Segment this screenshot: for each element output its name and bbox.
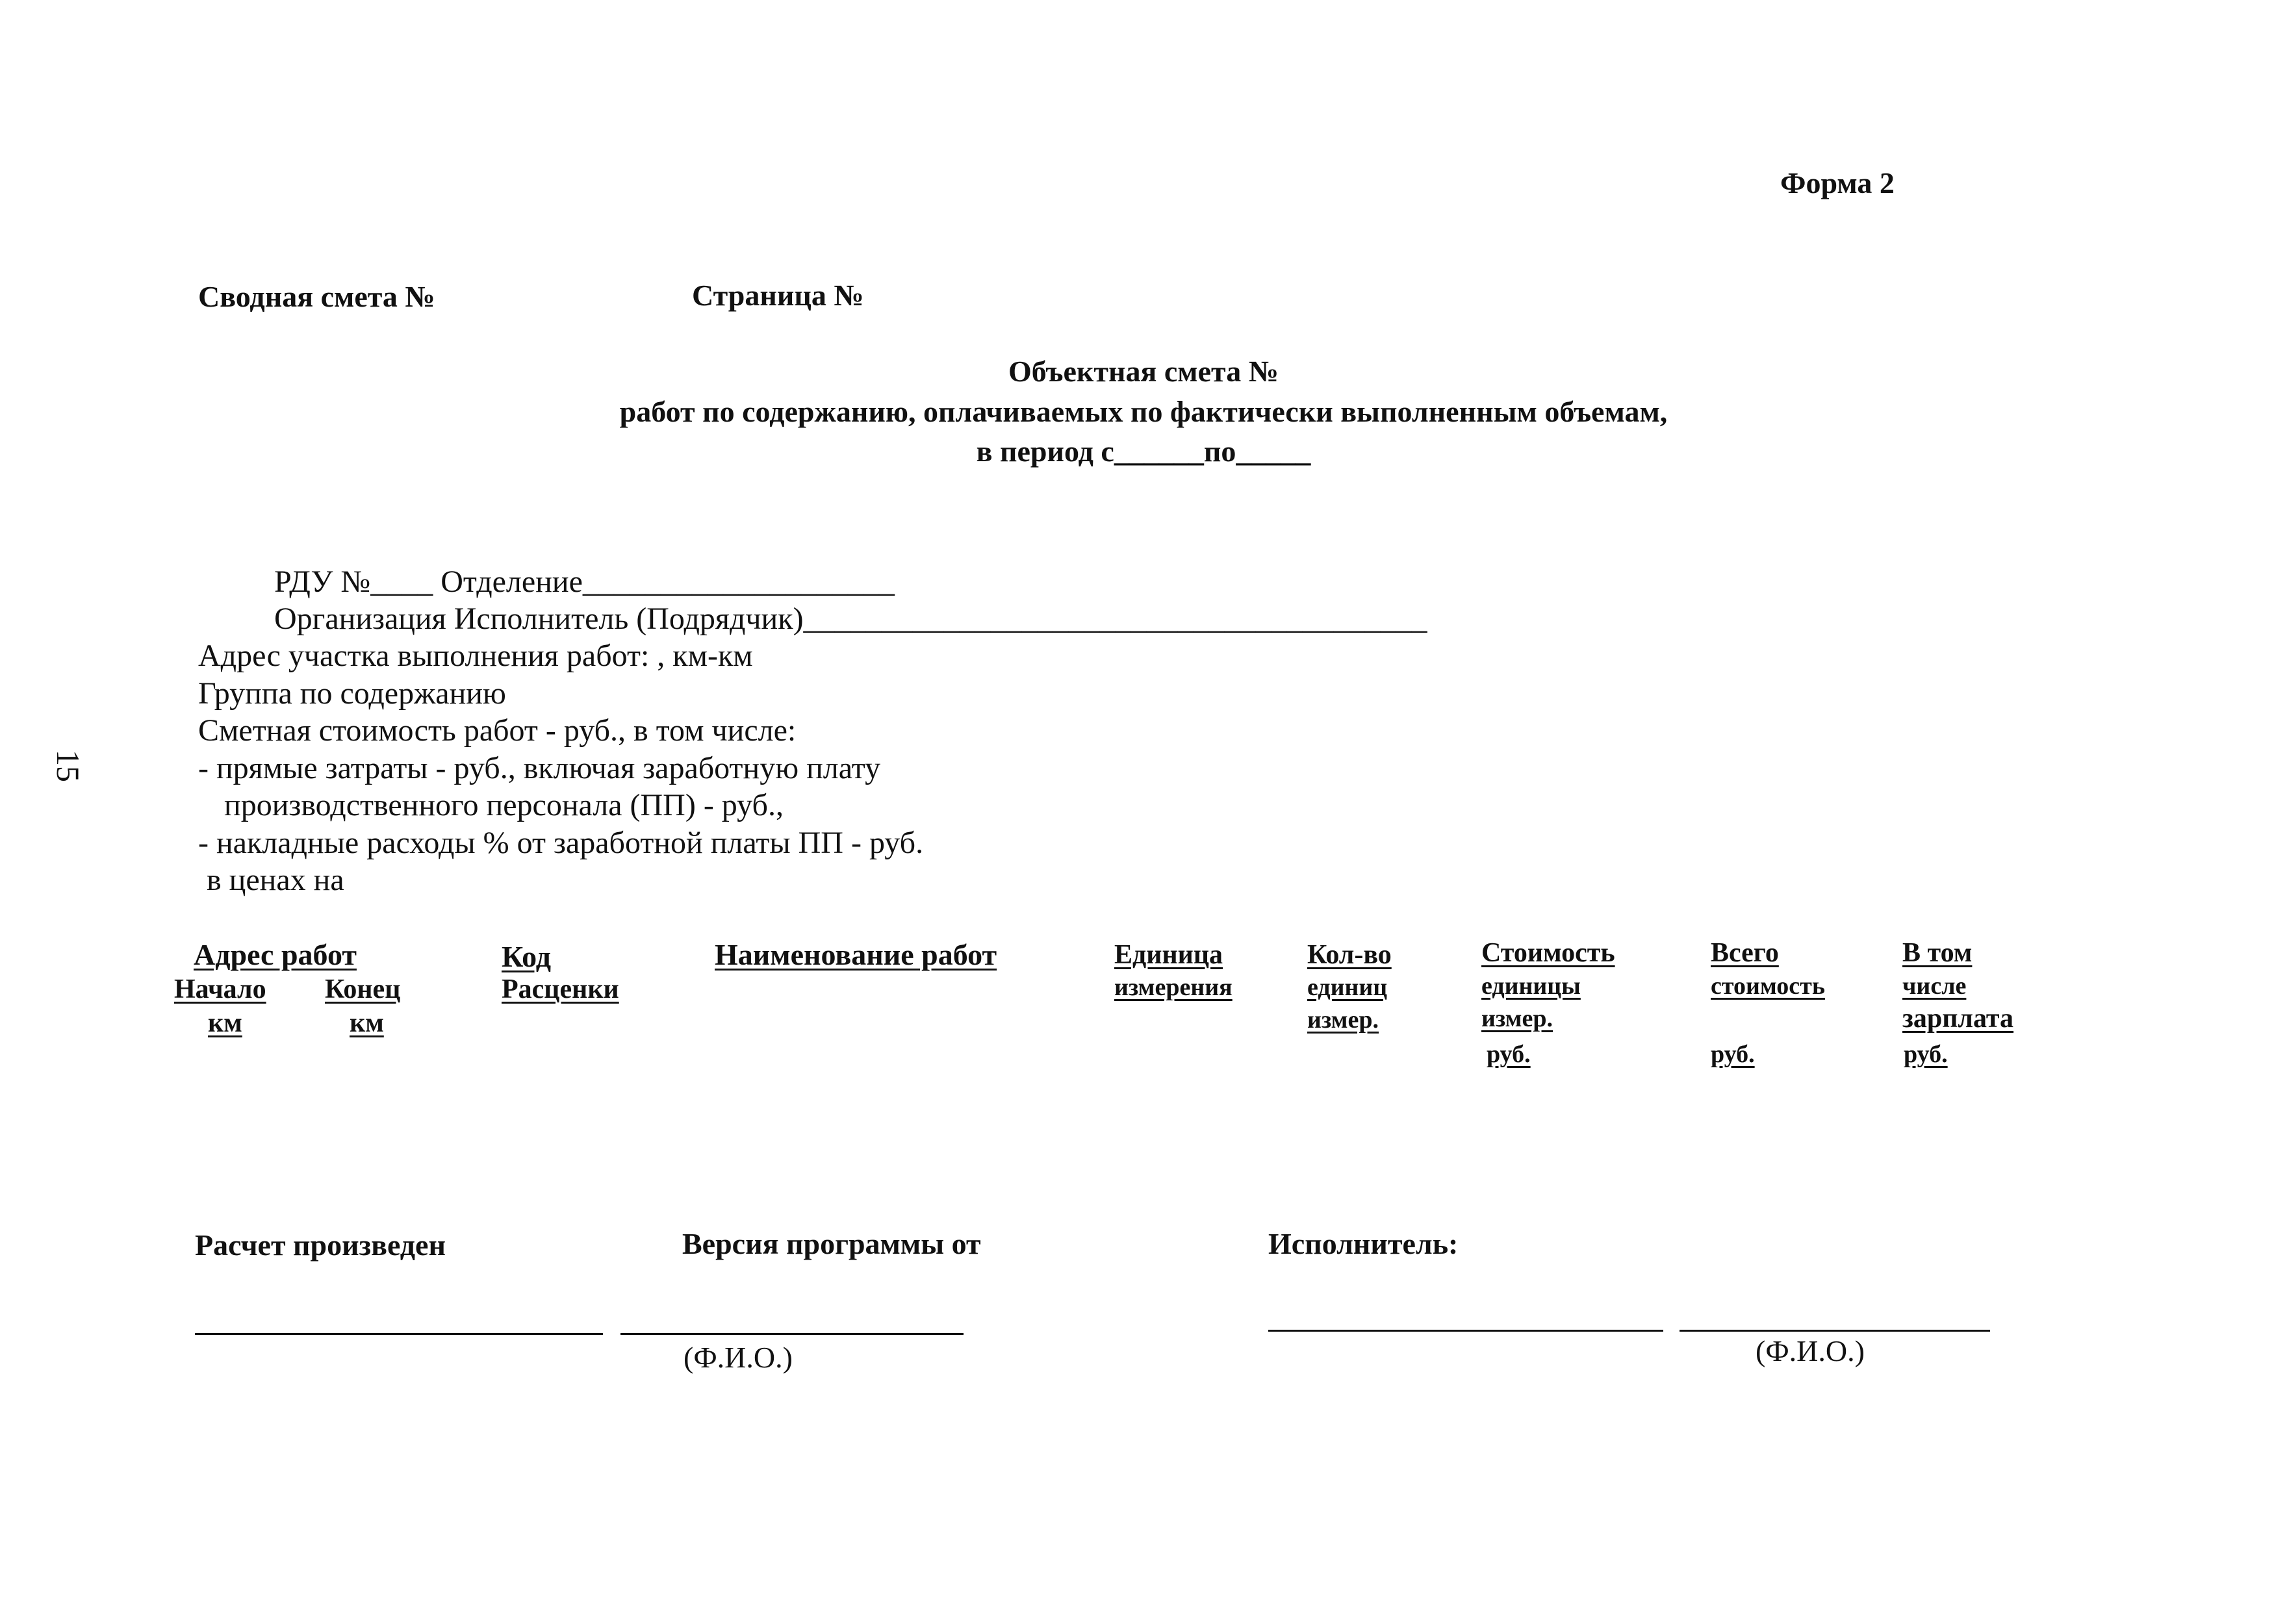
program-version-label: Версия программы от — [682, 1227, 981, 1260]
column-code: Код — [502, 940, 552, 973]
column-unit: Единица — [1114, 940, 1223, 970]
column-including-salary: зарплата — [1902, 1004, 2014, 1034]
calculation-label: Расчет произведен — [195, 1228, 446, 1262]
column-quantity: Кол-во — [1307, 940, 1392, 970]
column-cost: Стоимость — [1481, 938, 1615, 968]
direct-costs-line: - прямые затраты - руб., включая заработную плату — [198, 751, 881, 785]
column-total-rub: руб. — [1711, 1041, 1755, 1068]
page-number: 15 — [50, 750, 86, 782]
column-end-km: км — [350, 1008, 384, 1038]
column-total-cost: стоимость — [1711, 972, 1825, 1000]
column-start-km: км — [208, 1008, 242, 1038]
column-cost-unit: единицы — [1481, 972, 1581, 1000]
rdu-line: РДУ №____ Отделение____________________ — [274, 565, 895, 599]
column-unit-measure: измерения — [1114, 974, 1233, 1001]
column-including-rub: руб. — [1904, 1041, 1948, 1068]
column-quantity-measure: измер. — [1307, 1006, 1379, 1034]
personnel-line: производственного персонала (ПП) - руб., — [224, 788, 784, 822]
executor-name-line — [1680, 1330, 1990, 1332]
name-line — [620, 1333, 964, 1335]
column-including-in: числе — [1902, 972, 1967, 1000]
prices-line: в ценах на — [207, 863, 344, 897]
address-line: Адрес участка выполнения работ: , км-км — [198, 639, 753, 673]
fio-left-caption: (Ф.И.О.) — [684, 1341, 793, 1374]
column-including: В том — [1902, 938, 1973, 968]
cost-line: Сметная стоимость работ - руб., в том числе: — [198, 713, 797, 748]
column-quantity-units: единиц — [1307, 974, 1388, 1001]
group-line: Группа по содержанию — [198, 676, 506, 711]
fio-right-caption: (Ф.И.О.) — [1756, 1334, 1865, 1367]
column-start: Начало — [174, 974, 266, 1004]
column-total: Всего — [1711, 938, 1779, 968]
document-title: Объектная смета № — [1008, 355, 1279, 388]
page-number-label: Страница № — [692, 279, 864, 312]
column-end: Конец — [325, 974, 401, 1004]
organization-line: Организация Исполнитель (Подрядчик)________________________________________ — [274, 602, 1427, 636]
executor-label: Исполнитель: — [1268, 1227, 1459, 1260]
signature-line — [195, 1333, 603, 1335]
column-address-work: Адрес работ — [194, 938, 357, 971]
overhead-line: - накладные расходы % от заработной платы ПП - руб. — [198, 826, 924, 860]
column-cost-measure: измер. — [1481, 1005, 1553, 1032]
column-cost-rub: руб. — [1487, 1041, 1531, 1068]
period-line: в период с______по_____ — [976, 435, 1311, 468]
column-work-name: Наименование работ — [715, 938, 997, 971]
summary-estimate-label: Сводная смета № — [198, 280, 435, 313]
column-code-rate: Расценки — [502, 974, 619, 1004]
form-label: Форма 2 — [1780, 166, 1895, 199]
document-subtitle: работ по содержанию, оплачиваемых по фактически выполненным объемам, — [619, 395, 1668, 428]
executor-signature-line — [1268, 1330, 1663, 1332]
